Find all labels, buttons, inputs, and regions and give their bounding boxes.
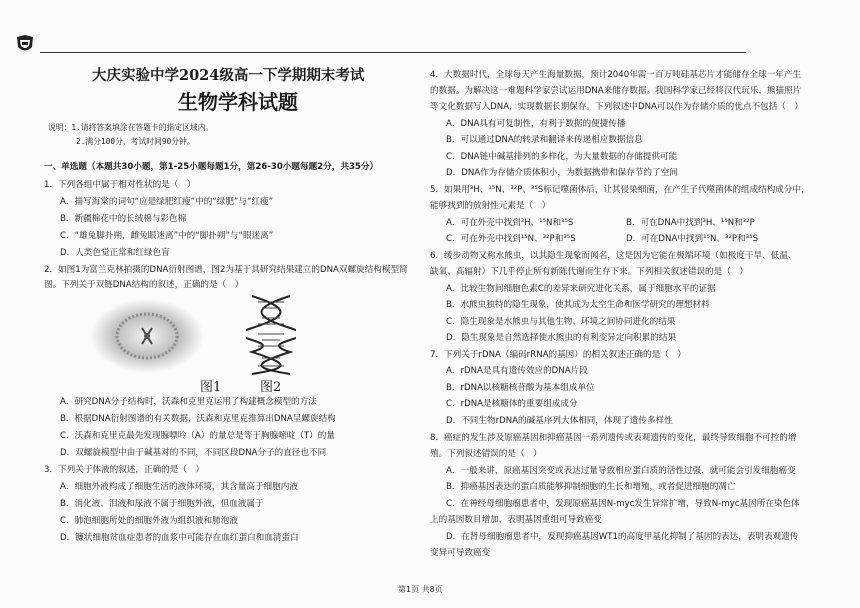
q5-option-b: B．可在DNA中找到³H、¹⁵N和³²P	[626, 218, 755, 228]
question-6-stem: 6．缓步动物又称水熊虫，以其隐生现象而闻名，这是因为它能在极端环境（如极度干旱、低温、	[430, 251, 797, 261]
q8-option-d: D．在肾母细胞瘤患者中，发现抑癌基因WT1的高度甲基化抑制了基因的表达，表明表观遗传	[446, 532, 799, 542]
q3-option-c: C．肺泡细胞所处的细胞外液为组织液和肺泡液	[60, 516, 238, 526]
question-2-stem: 2．如图1为富兰克林拍摄的DNA衍射图谱，图2为基于其研究结果建立的DNA双螺旋结构模型简	[44, 265, 408, 275]
q8-option-d-cont: 变异可导致癌变	[430, 548, 491, 558]
q2-option-a: A．研究DNA分子结构时，沃森和克里克运用了构建概念模型的方法	[60, 397, 317, 407]
question-4-stem: 等文化数据写入DNA，实现数据长期保存。下列叙述中DNA可以作为存储介质的优点不包括（ ）	[430, 102, 804, 112]
q4-option-b: B．可以通过DNA的转录和翻译来传递相应数据信息	[446, 135, 643, 145]
q8-option-a: A．一般来讲，原癌基因突变或表达过量导致相应蛋白质的活性过强，就可能会引发细胞癌变	[446, 466, 796, 476]
exam-subtitle: 生物学科试题	[178, 90, 298, 114]
figure-1-label: 图1	[200, 380, 222, 395]
question-3-stem: 3．下列关于体液的叙述，正确的是（ ）	[44, 465, 205, 475]
question-2-stem: 图。下列关于双链DNA结构的叙述，正确的是（ ）	[44, 280, 244, 290]
header-rule	[40, 52, 746, 53]
q1-option-c: C．“雄兔脚扑朔，雌兔眼迷离”中的“脚扑朔”与“眼迷离”	[60, 231, 274, 241]
question-8-stem: 8．癌症的发生涉及原癌基因和抑癌基因一系列遗传或表观遗传的变化，最终导致细胞不可控的增	[430, 433, 797, 443]
section-title: 一、单选题（本题共30小题，第1-25小题每题1分，第26-30小题每题2分，共35分）	[44, 162, 379, 172]
question-5-stem: 5．如果用³H、¹⁵N、³²P、³⁵S标记噬菌体后，让其侵染细菌，在产生子代噬菌体的组成结构成分中，	[430, 185, 810, 195]
question-4-stem: 的数据。为解决这一难题科学家尝试运用DNA来储存数据。我国科学家已经将汉代玩乐、熊猫照片	[430, 86, 802, 96]
question-1-stem: 1．下列各组中属于相对性状的是（ ）	[44, 180, 196, 190]
q3-option-b: B．消化液、泪液和尿液不属于细胞外液，但血液属于	[60, 499, 264, 509]
q6-option-b: B．水熊虫独特的隐生现象，使其成为太空生命和医学研究的理想材料	[446, 300, 710, 310]
q2-option-d: D．双螺旋模型中由于碱基对的不同，不同区段DNA分子的直径也不同	[60, 448, 327, 458]
dna-diffraction-image	[88, 298, 206, 374]
q4-option-d: D．DNA作为存储介质体积小，为数据携带和保存节约了空间	[446, 168, 678, 178]
q4-option-a: A．DNA具有可复制性，有利于数据的便捷传播	[446, 119, 626, 129]
note-line: 2.满分100分，考试时间90分钟。	[76, 137, 195, 146]
q7-option-d: D．不同生物rDNA的碱基序列大体相同，体现了遗传多样性	[446, 416, 673, 426]
q8-option-c-cont: 上的基因数目增加，表明基因重组可导致癌变	[430, 515, 602, 525]
q5-option-c: C．可在外壳中找到¹⁵N、³²P和³⁵S	[446, 234, 576, 244]
q1-option-b: B．新疆棉花中的长绒棉与彩色棉	[60, 214, 187, 224]
q2-option-c: C．沃森和克里克最先发现腺嘌呤（A）的量总是等于胸腺嘧啶（T）的量	[60, 431, 335, 441]
q1-option-d: D．人类色觉正常和红绿色盲	[60, 248, 170, 258]
q2-option-b: B．根据DNA衍射图谱的有关数据，沃森和克里克推算出DNA呈螺旋结构	[60, 414, 336, 424]
q6-option-c: C．隐生现象是水熊虫与其他生物、环境之间协同进化的结果	[446, 317, 676, 327]
page-number: 第1页 共8页	[398, 585, 443, 594]
double-helix-diagram	[246, 294, 296, 376]
q7-option-b: B．rDNA以核糖核苷酸为基本组成单位	[446, 383, 595, 393]
q8-option-c: C．在神经母细胞瘤患者中，发现原癌基因N-myc发生异常扩增，导致N-myc基因所在染色体	[446, 499, 800, 509]
q7-option-c: C．rDNA是核糖体的重要组成成分	[446, 399, 578, 409]
q5-option-d: D．可在DNA中找到¹⁵N、³²P和³⁵S	[626, 234, 759, 244]
note-line: 说明：1.请将答案填涂在答题卡的指定区域内。	[48, 123, 214, 132]
question-6-stem: 缺氧、高辐射）下几乎停止所有新陈代谢而生存下来。下列相关叙述错误的是（ ）	[430, 267, 748, 277]
q5-option-a: A．可在外壳中找到³H、¹⁵N和³⁵S	[446, 218, 574, 228]
question-4-stem: 4．大数据时代，全球每天产生海量数据，预计2040年需一百万吨硅基芯片才能储存全球一年产生	[430, 70, 802, 80]
question-8-stem: 殖。下列叙述错误的是（ ）	[430, 449, 542, 459]
q1-option-a: A．描写海棠的词句“应是绿肥红瘦”中的“绿肥”与“红瘦”	[60, 197, 274, 207]
question-7-stem: 7．下列关于rDNA（编码rRNA的基因）的相关叙述正确的是（ ）	[430, 350, 686, 360]
q3-option-a: A．细胞外液构成了细胞生活的液体环境，其含量高于细胞内液	[60, 482, 298, 492]
figure-2-label: 图2	[260, 380, 282, 395]
q6-option-a: A．比较生物间细胞色素C的差异来研究进化关系，属于细胞水平的证据	[446, 284, 716, 294]
school-crest-icon	[14, 33, 36, 55]
q7-option-a: A．rDNA是具有遗传效应的DNA片段	[446, 366, 588, 376]
exam-title: 大庆实验中学2024级高一下学期期末考试	[92, 67, 365, 84]
q4-option-c: C．DNA链中碱基排列的多样化，为大量数据的存储提供可能	[446, 152, 678, 162]
q8-option-b: B．抑癌基因表达的蛋白质能够抑制细胞的生长和增殖，或者促进细胞的凋亡	[446, 482, 736, 492]
q3-option-d: D．镰状细胞贫血症患者的血浆中可能存在血红蛋白和血清蛋白	[60, 533, 299, 543]
q6-option-d: D．隐生现象是自然选择使水熊虫的有利变异定向积累的结果	[446, 333, 677, 343]
question-5-stem: 能够找到的放射性元素是（ ）	[430, 201, 551, 211]
